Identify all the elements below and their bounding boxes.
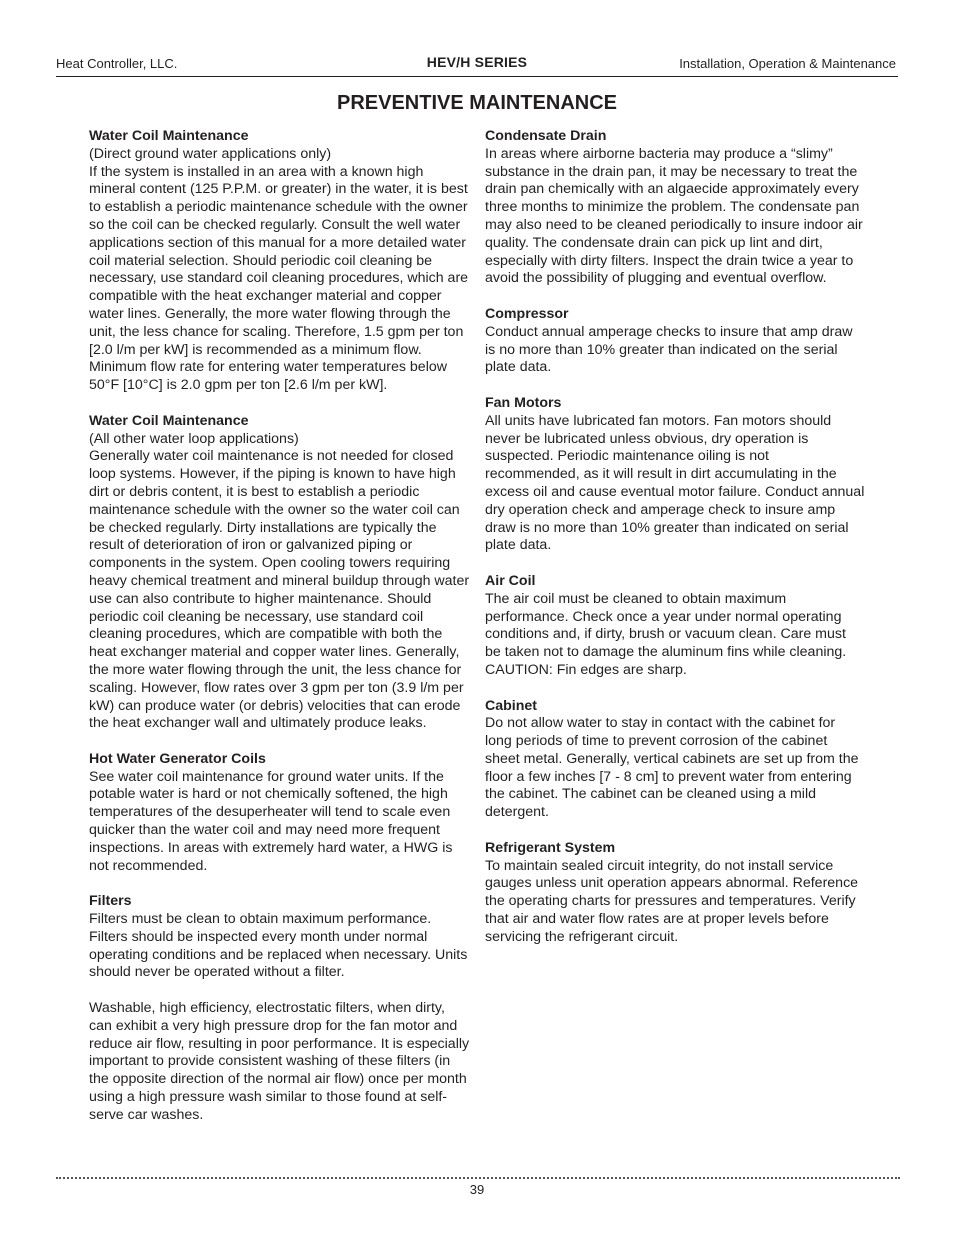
section-heading: Condensate Drain <box>485 128 607 144</box>
section-heading: Refrigerant System <box>485 839 616 856</box>
page-header <box>56 52 898 77</box>
series-name: HEV/H SERIES <box>426 54 528 70</box>
section-paragraph: The air coil must be cleaned to obtain maximum performance. Check once a year under normal operating conditions and, if dirty, brush or vacuum clean. Care must be taken not to damage the aluminum fins while cleaning. CAUTION: Fin edges are sharp. <box>485 590 847 678</box>
section-paragraph: Filters must be clean to obtain maximum performance. Filters should be inspected every month under normal operating conditions and be replaced when necessary. Units should never be operated without a filter. <box>89 911 468 981</box>
section-heading: Water Coil Maintenance <box>89 412 249 429</box>
page-number: 39 <box>469 1182 485 1197</box>
section-heading: Cabinet <box>485 697 538 714</box>
left-column <box>89 128 471 1125</box>
section-condensate-drain <box>485 128 865 288</box>
section-refrigerant-system <box>485 840 865 947</box>
section-paragraph: See water coil maintenance for ground water units. If the potable water is hard or not chemically softened, the high temperatures of the desuperheater will tend to scale even quicker than the water coil and may need more frequent inspections. In areas with extremely hard water, a HWG is not recommended. <box>89 768 453 874</box>
section-heading: Compressor <box>485 305 569 322</box>
page-title: PREVENTIVE MAINTENANCE <box>336 92 618 114</box>
section-paragraph: In areas where airborne bacteria may produce a “slimy” substance in the drain pan, it may be necessary to treat the drain pan chemically with an algaecide approximately every three months to minimize the problem. The condensate pan may also need to be cleaned periodically to insure indoor air quality. The condensate drain can pick up lint and dirt, especially with dirty filters. Inspect the drain twice a year to avoid the possibility of plugging and eventual overflow. <box>485 145 863 287</box>
section-paragraph: (All other water loop applications) Generally water coil maintenance is not needed for closed loop systems. However, if the piping is known to have high dirt or debris content, it is best to establish a periodic maintenance schedule with the owner so the water coil can be checked regularly. Dirty installations are typically the result of deterioration of iron or galvanized piping or components in the system. Open cooling towers requiring heavy chemical treatment and mineral buildup through water use can also contribute to higher maintenance. Should periodic coil cleaning be necessary, use standard coil cleaning procedures, which are compatible with both the heat exchanger material and copper water lines. Generally, the more water flowing through the unit, the less chance for scaling. However, flow rates over 3 gpm per ton (3.9 l/m per kW) can produce water (or debris) velocities that can erode the heat exchanger wall and ultimately produce leaks. <box>89 430 470 732</box>
section-paragraph: Do not allow water to stay in contact with the cabinet for long periods of time to prevent corrosion of the cabinet sheet metal. Generally, vertical cabinets are set up from the floor a few inches [7 - 8 cm] to prevent water from entering the cabinet. The cabinet can be cleaned using a mild detergent. <box>485 715 859 821</box>
company-name: Heat Controller, LLC. <box>56 56 178 71</box>
section-paragraph: (Direct ground water applications only) If the system is installed in an area with a known high mineral content (125 P.P.M. or greater) in the water, it is best to establish a periodic maintenance schedule with the owner so the coil can be checked regularly. Consult the well water applications section of this manual for a more detailed water coil material selection. Should periodic coil cleaning be necessary, use standard coil cleaning procedures, which are compatible with the heat exchanger material and copper water lines. Generally, the more water flowing through the unit, the less chance for scaling. Therefore, 1.5 gpm per ton [2.0 l/m per kW] is recommended as a minimum flow. Minimum flow rate for entering water temperatures below 50°F [10°C] is 2.0 gpm per ton [2.6 l/m per kW]. <box>89 145 469 394</box>
section-heading: Water Coil Maintenance <box>89 128 249 144</box>
right-column <box>485 128 865 947</box>
section-heading: Air Coil <box>485 572 536 589</box>
section-paragraph: Washable, high efficiency, electrostatic filters, when dirty, can exhibit a very high pressure drop for the fan motor and reduce air flow, resulting in poor performance. It is especially important to provide consistent washing of these filters (in the opposite direction of the normal air flow) once per month using a high pressure wash similar to those found at self-serve car washes. <box>89 1000 470 1123</box>
section-paragraph: To maintain sealed circuit integrity, do not install service gauges unless unit operation appears abnormal. Reference the operating charts for pressures and temperatures. Verify that air and water flow rates are at proper levels before servicing the refrigerant circuit. <box>485 857 859 945</box>
manual-name: Installation, Operation & Maintenance <box>679 56 896 71</box>
section-cabinet <box>485 698 865 823</box>
section-paragraph: Conduct annual amperage checks to insure that amp draw is no more than 10% greater than indicated on the serial plate data. <box>485 323 853 376</box>
section-water-coil-maintenance <box>89 128 471 395</box>
section-fan-motors <box>485 395 865 555</box>
section-heading: Filters <box>89 893 132 910</box>
section-hot-water-generator-coils <box>89 751 471 876</box>
section-paragraph: All units have lubricated fan motors. Fan motors should never be lubricated unless obvious, dry operation is suspected. Periodic maintenance oiling is not recommended, as it will result in dirt accumulating in the excess oil and cause eventual motor failure. Conduct annual dry operation check and amperage check to insure amp draw is no more than 10% greater than indicated on serial plate data. <box>485 412 865 554</box>
section-heading: Fan Motors <box>485 394 562 411</box>
section-compressor <box>485 306 865 377</box>
section-water-coil-maintenance <box>89 413 471 733</box>
footer-divider <box>56 1177 900 1179</box>
section-air-coil <box>485 573 865 680</box>
section-heading: Hot Water Generator Coils <box>89 750 266 767</box>
section-filters <box>89 893 471 1124</box>
